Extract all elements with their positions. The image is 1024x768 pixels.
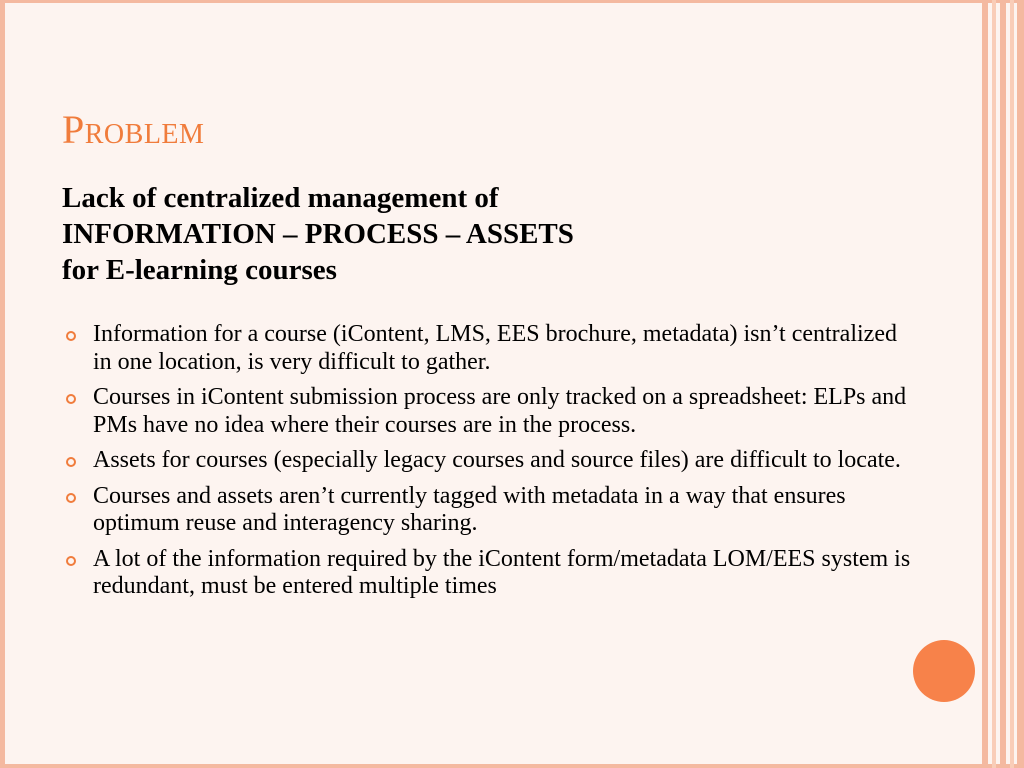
slide-title: Problem [62, 107, 205, 152]
slide-subtitle [62, 180, 882, 288]
subtitle-line-1: Lack of centralized management of [62, 182, 499, 214]
stripe-1 [982, 0, 988, 768]
bullet-list [62, 321, 912, 609]
circle-bullet-icon [66, 394, 76, 404]
bullet-text: A lot of the information required by the iContent form/metadata LOM/EES system is redundant, must be entered multiple times [93, 545, 911, 599]
stripe-4 [1010, 0, 1014, 768]
bullet-text: Courses in iContent submission process are only tracked on a spreadsheet: ELPs and PMs have no idea where their courses are in the process. [93, 384, 907, 438]
left-border [0, 0, 5, 768]
circle-bullet-icon [66, 556, 76, 566]
subtitle-line-3: for E-learning courses [62, 254, 337, 286]
bullet-item [62, 546, 912, 601]
stripe-5 [1017, 0, 1024, 768]
stripe-2 [992, 0, 996, 768]
bullet-text: Information for a course (iContent, LMS, EES brochure, metadata) isn’t centralized in one location, is very difficult to gather. [93, 321, 897, 375]
decorative-orange-circle [913, 640, 975, 702]
circle-bullet-icon [66, 457, 76, 467]
top-border [0, 0, 1024, 3]
bullet-item [62, 384, 912, 439]
circle-bullet-icon [66, 331, 76, 341]
bullet-item [62, 483, 912, 538]
bottom-border [0, 764, 1024, 768]
bullet-item [62, 321, 912, 376]
circle-bullet-icon [66, 493, 76, 503]
bullet-item [62, 447, 912, 475]
stripe-3 [1000, 0, 1006, 768]
subtitle-line-2: INFORMATION – PROCESS – ASSETS [62, 218, 574, 250]
bullet-text: Assets for courses (especially legacy courses and source files) are difficult to locate. [93, 447, 901, 473]
bullet-text: Courses and assets aren’t currently tagged with metadata in a way that ensures optimum reuse and interagency sharing. [93, 482, 846, 536]
